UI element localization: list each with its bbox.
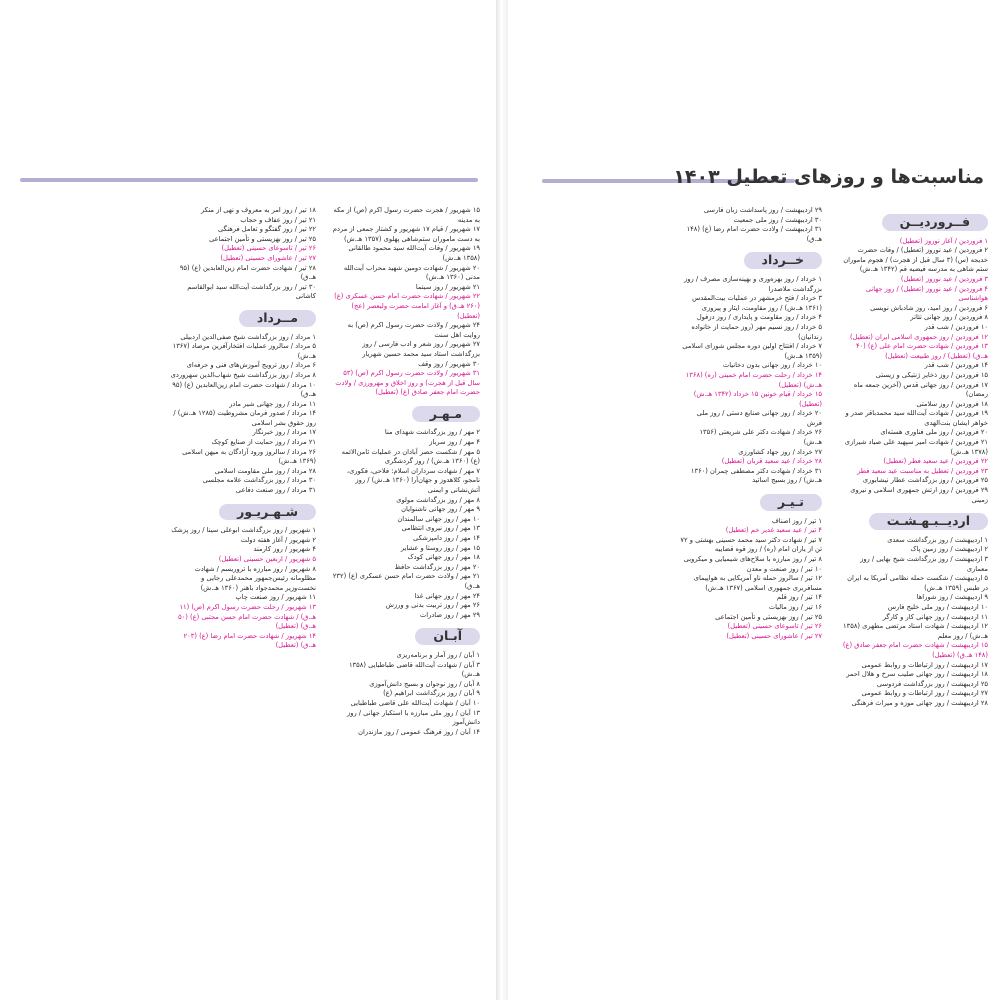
month-heading [680,252,822,269]
event-line: ۲۹ اردیبهشت / روز پاسداشت زبان فارسی [703,206,822,214]
holiday-event: ۳ فروردین / عید نوروز (تعطیل) [900,274,988,283]
holiday-event: ۱۵ اردیبهشت / شهادت حضرت امام جعفر صادق (ع) (۱۴۸ هـ.ق) (تعطیل) [842,641,988,659]
event-line: ۱۸ تیر / روز امر به معروف و نهی از منکر [200,206,316,214]
event-line: ۱۷ مرداد / روز خبرنگار [252,428,316,437]
column-3 [332,206,480,826]
event-line: ۲۰ مهر / روز بزرگداشت حافظ [394,562,480,571]
holiday-event: ۲۲ فروردین / عید سعید فطر (تعطیل) [883,457,988,466]
title-row [542,162,990,196]
event-line: ۲۶ مهر / روز تربیت بدنی و ورزش [385,601,480,610]
column-2 [680,206,822,856]
page-title: مناسبت‌ها و روزهای تعطیل ۱۴۰۳ [673,166,984,188]
event-line: ۷ تیر / شهادت دکتر سید محمد حسینی بهشتی و ۷۲ تن از یاران امام (ره) / روز قوه قضاییه [680,535,822,554]
event-line: ۱۴ تیر / روز قلم [776,593,822,602]
page-fold [496,0,508,1000]
event-line: ۱۰ فروردین / شب قدر [924,322,988,331]
holiday-event: ۵ شهریور / اربعین حسینی (تعطیل) [218,555,316,563]
event-line: ۲۸ مرداد / روز ملی مقاومت اسلامی [214,466,316,475]
month-label: مــرداد [239,310,316,327]
event-line: ۳۱ اردیبهشت / ولادت حضرت امام رضا (ع) (۱۴۸ هـ.ق) [686,225,822,243]
event-line: ۱۷ اردیبهشت / روز ارتباطات و روابط عمومی [861,660,988,669]
event-line: ۱ مرداد / روز بزرگداشت شیخ صفی‌الدین اردبیلی [180,332,316,341]
month-label: مـهـر [412,406,480,423]
holiday-event: ۴ تیر / عید سعید غدیر خم (تعطیل) [725,526,822,535]
holiday-event: ۲۶ تیر / تاسوعای حسینی (تعطیل) [221,244,316,253]
event-line: ۲۰ فروردین / روز ملی فناوری هسته‌ای [880,428,988,437]
holiday-event: ۳۱ شهریور / ولادت حضرت رسول اکرم (ص) (۵۳ سال قبل از هجرت) و روز اخلاق و مهرورزی / ولادت حضرت امام جعفر صادق (ع) (تعطیل) [335,369,480,397]
event-line: ۲۷ خرداد / روز جهاد کشاورزی [738,447,822,456]
event-line: ۲۶ مرداد / سالروز ورود آزادگان به میهن اسلامی (۱۳۶۹ هـ.ش) [182,447,316,466]
event-line: ۲۶ خرداد / شهادت دکتر علی شریعتی (۱۳۵۶ هـ.ش) [699,428,822,447]
event-line: ۱۲ اردیبهشت / شهادت استاد مرتضی مطهری (۱۳۵۸ هـ.ش) / روز معلم [843,622,988,640]
event-line: ۲۸ اردیبهشت / روز جهانی موزه و میراث فرهنگی [851,698,988,707]
event-line: ۲۵ اردیبهشت / روز بزرگداشت فردوسی [876,679,988,688]
event-line: ۱۴ مهر / روز دامپزشکی [413,534,480,542]
event-line: ۲۱ شهریور / روز سینما [415,282,480,291]
event-line: ۱۵ مهر / روز روستا و عشایر [400,543,480,552]
holiday-event: ۱۳ فروردین / شهادت حضرت امام علی (ع) (۴۰ هـ.ق) (تعطیل) / روز طبیعت (تعطیل) [855,342,988,360]
month-heading [840,214,988,231]
event-line: ۱۳ مهر / روز نیروی انتظامی [401,524,480,533]
holiday-event: ۲۶ تیر / تاسوعای حسینی (تعطیل) [727,622,822,631]
event-line: ۲۸ تیر / شهادت حضرت امام زین‌العابدین (ع) (۹۵ هـ.ق) [179,263,316,282]
event-line: ۹ آبان / روز بزرگداشت ابراهیم (ع) [383,689,480,698]
event-line: ۱۵ فروردین / روز ذخایر ژنتیکی و زیستی [875,370,988,379]
month-heading [840,513,988,530]
holiday-event: ۱ فروردین / آغاز نوروز (تعطیل) [899,236,988,245]
event-line: ۳۰ تیر / روز بزرگداشت آیت‌الله سید ابوالقاسم کاشانی [187,282,316,301]
event-line: ۳ آبان / شهادت آیت‌الله قاضی طباطبایی (۱۳۵۸ هـ.ش) [348,660,480,679]
column-1 [840,206,988,906]
event-line: ۵ مرداد / سالروز عملیات افتخارآفرین مرصاد (۱۳۶۷ هـ.ش) [172,342,316,360]
event-line: ۸ مهر / روز بزرگداشت مولوی [396,495,480,504]
event-line: ۱ اردیبهشت / روز بزرگداشت سعدی [887,535,988,544]
event-line: ۱۸ مهر / روز جهانی کودک [407,553,480,562]
right-page [508,0,1000,1000]
event-line: ۱۰ تیر / روز صنعت و معدن [746,564,822,573]
month-label: خــرداد [744,252,822,269]
event-line: ۱۰ آبان / شهادت آیت‌الله علی قاضی طباطبایی [350,698,480,707]
event-line: ۴ مهر / روز سرباز [429,438,480,447]
event-line: ۱۵ شهریور / هجرت حضرت رسول اکرم (ص) از مکه به مدینه [333,206,480,224]
event-line: ۱۰ مرداد / شهادت حضرت امام زین‌العابدین (ع) (۹۵ هـ.ق) [172,380,316,399]
header-underline [20,178,478,182]
event-line: ۲۵ فروردین / روز بزرگداشت عطار نیشابوری [862,476,988,485]
event-line: ۳۰ مرداد / روز بزرگداشت علامه مجلسی [202,476,316,485]
event-line: ۳۰ اردیبهشت / روز ملی جمعیت [733,215,822,224]
event-line: ۳ اردیبهشت / روز بزرگداشت شیخ بهایی / روز معماری [860,555,988,573]
event-line: ۱۹ شهریور / وفات آیت‌الله سید محمود طالقانی (۱۳۵۸ هـ.ش) [348,244,480,262]
event-line: ۱۰ اردیبهشت / روز ملی خلیج فارس [887,602,988,611]
month-heading [170,310,316,327]
event-line: ۳۱ خرداد / شهادت دکتر مصطفی چمران (۱۳۶۰ هـ.ش) / روز بسیج اساتید [690,466,822,485]
event-line: ۱۱ اردیبهشت / روز جهانی کار و کارگر [882,612,988,621]
event-line: ۱۱ مرداد / روز جهانی شیر مادر [229,399,316,408]
holiday-event: ۱۳ شهریور / رحلت حضرت رسول اکرم (ص) (۱۱ هـ.ق) / شهادت حضرت امام حسن مجتبی (ع) (۵۰ هـ.ق) (تعطیل) [178,602,316,631]
month-heading [332,406,480,423]
event-line: ۵ خرداد / روز نسیم مهر (روز حمایت از خانواده زندانیان) [691,322,822,341]
event-line: ۹ مهر / روز جهانی ناشنوایان [401,505,480,514]
holiday-event: ۴ فروردین / عید نوروز (تعطیل) / روز جهانی هواشناسی [865,284,988,303]
event-line: ۱۰ مهر / روز جهانی سالمندان [397,514,480,523]
event-line: ۲۲ تیر / روز گفتگو و تعامل فرهنگی [217,225,316,234]
event-line: ۱۳ آبان / روز ملی مبارزه با استکبار جهانی / روز دانش‌آموز [346,708,480,727]
event-line: ۲۴ شهریور / ولادت حضرت رسول اکرم (ص) به روایت اهل سنت [347,321,480,339]
event-line: ۱ آبان / روز آمار و برنامه‌ریزی [396,650,480,659]
event-line: ۲۷ اردیبهشت / روز ارتباطات و روابط عمومی [861,689,988,698]
event-line: ۱۴ مرداد / صدور فرمان مشروطیت (۱۲۸۵ هـ.ش) / روز حقوق بشر اسلامی [173,409,316,427]
event-line: ۵ اردیبهشت / شکست حمله نظامی آمریکا به ایران در طبس (۱۳۵۹ هـ.ش) [847,574,988,592]
month-heading [170,504,316,521]
month-label: فــروردیــن [882,214,988,231]
event-line: ۱۰ خرداد / روز جهانی بدون دخانیات [722,361,822,370]
month-heading [680,494,822,511]
event-line: ۱۸ اردیبهشت / روز جهانی صلیب سرخ و هلال احمر [846,670,988,679]
column-4 [170,206,316,826]
event-line: ۱۷ فروردین / روز جهانی قدس (آخرین جمعه ماه رمضان) [853,380,988,399]
month-heading [332,628,480,645]
holiday-event: ۱۴ شهریور / شهادت حضرت امام رضا (ع) (۲۰۳ هـ.ق) (تعطیل) [183,631,316,650]
event-line: ۲۱ فروردین / شهادت امیر سپهبد علی صیاد شیرازی (۱۳۷۸ هـ.ش) [844,438,988,456]
holiday-event: ۲۳ فروردین / تعطیل به مناسبت عید سعید فطر [857,466,988,475]
event-line: ۶ فروردین / روز امید، روز شادباش نویسی [870,303,988,312]
event-line: ۲۹ فروردین / روز ارتش جمهوری اسلامی و نیروی زمینی [850,486,988,504]
holiday-event: ۲۸ خرداد / عید سعید قربان (تعطیل) [721,457,822,466]
month-label: آبـان [415,628,480,645]
event-line: ۱۴ آبان / روز فرهنگ عمومی / روز مازندران [358,727,480,736]
event-line: ۲۱ مرداد / روز حمایت از صنایع کوچک [211,438,316,447]
event-line: ۲ اردیبهشت / روز زمین پاک [910,545,988,554]
event-line: ۳۰ شهریور / روز وقف [418,359,480,368]
event-line: ۲۵ تیر / روز بهزیستی و تأمین اجتماعی [209,234,316,243]
event-line: ۱۷ شهریور / قیام ۱۷ شهریور و کشتار جمعی از مردم به دست ماموران ستم‌شاهی پهلوی (۱۳۵۷ هـ.ش) [332,225,480,243]
event-line: ۷ خرداد / افتتاح اولین دوره مجلس شورای اسلامی (۱۳۵۹ هـ.ش) [682,342,822,360]
event-line: ۱ شهریور / روز بزرگداشت ابوعلی سینا / روز پزشک [171,526,316,535]
event-line: ۲ فروردین / عید نوروز (تعطیل) / وفات حضرت خدیجه (س) (۳ سال قبل از هجرت) / هجوم ماموران ستم شاهی به مدرسه فیضیه قم (۱۳۴۲ هـ.ش) [843,246,988,274]
event-line: ۱ تیر / روز اصناف [771,516,822,525]
event-line: ۲ مهر / روز بزرگداشت شهدای منا [384,428,480,437]
event-line: ۳ خرداد / فتح خرمشهر در عملیات بیت‌المقدس (۱۳۶۱ هـ.ش) / روز مقاومت، ایثار و پیروزی [692,294,822,312]
event-line: ۱۱ شهریور / روز صنعت چاپ [235,593,316,602]
event-line: ۳۱ مرداد / روز صنعت دفاعی [235,486,316,495]
event-line: ۵ مهر / شکست حصر آبادان در عملیات ثامن‌الائمه (ع) (۱۳۶۰ هـ.ش) / روز گردشگری [341,447,480,466]
month-label: تـیـر [760,494,822,511]
event-line: ۱۹ فروردین / شهادت آیت‌الله سید محمدباقر صدر و خواهر ایشان بنت‌الهدی [845,409,988,427]
event-line: ۷ مهر / شهادت سرداران اسلام: فلاحی، فکوری، نامجو، کلاهدوز و جهان‌آرا (۱۳۶۰ هـ.ش) / روز آتش‌نشانی و ایمنی [346,466,480,495]
event-line: ۱۴ فروردین / شب قدر [924,361,988,370]
event-line: ۲۱ مهر / ولادت حضرت امام حسن عسکری (ع) (۲۳۲ هـ.ق) [332,572,480,590]
event-line: ۲۰ شهریور / شهادت دومین شهید محراب آیت‌الله مدنی (۱۳۶۰ هـ.ش) [343,263,480,282]
event-line: ۲۰ خرداد / روز جهانی صنایع دستی / روز ملی فرش [696,409,822,427]
holiday-event: ۱۲ فروردین / روز جمهوری اسلامی ایران (تعطیل) [850,332,988,341]
holiday-event: ۲۲ شهریور / شهادت حضرت امام حسن عسکری (ع) (۲۶۰ هـ.ق) و آغاز امامت حضرت ولیعصر (عج) (تعطیل) [334,292,480,320]
left-page [0,0,492,1000]
event-line: ۸ تیر / روز مبارزه با سلاح‌های شیمیایی و میکروبی [683,555,822,563]
event-line: ۸ آبان / روز نوجوان و بسیج دانش‌آموزی [369,679,480,688]
event-line: ۸ فروردین / روز جهانی تئاتر [910,313,988,322]
event-line: ۲۵ تیر / روز بهزیستی و تأمین اجتماعی [715,612,822,621]
event-line: ۲۴ مهر / روز جهانی غذا [414,591,480,600]
event-line: ۲ شهریور / آغاز هفته دولت [240,535,316,544]
month-label: شـهـریـور [219,504,316,521]
event-line: ۱ خرداد / روز بهره‌وری و بهینه‌سازی مصرف / روز بزرگداشت ملاصدرا [684,274,822,293]
event-line: ۲۷ شهریور / روز شعر و ادب فارسی / روز بزرگداشت استاد سید محمد حسین شهریار [362,340,480,358]
event-line: ۴ شهریور / روز کارمند [253,545,316,554]
holiday-event: ۲۷ تیر / عاشورای حسینی (تعطیل) [726,631,822,640]
holiday-event: ۱۴ خرداد / رحلت حضرت امام خمینی (ره) (۱۳۶۸ هـ.ش) (تعطیل) [685,370,822,389]
event-line: ۱۲ تیر / سالروز حمله ناو آمریکایی به هواپیمای مسافربری جمهوری اسلامی (۱۳۶۷ هـ.ش) [693,574,822,592]
month-label: اردیــبـهـشـت [869,513,988,530]
event-line: ۴ خرداد / روز مقاومت و پایداری / روز دزفول [696,313,822,322]
holiday-event: ۱۵ خرداد / قیام خونین ۱۵ خرداد (۱۳۴۲ هـ.ش) (تعطیل) [693,390,822,408]
event-line: ۱۶ تیر / روز مالیات [768,602,822,611]
event-line: ۸ شهریور / روز مبارزه با تروریسم / شهادت مظلومانه رئیس‌جمهور محمدعلی رجایی و نخست‌وزیر محمدجواد باهنر (۱۳۶۰ هـ.ش) [194,564,316,592]
event-line: ۲۹ مهر / روز صادرات [419,610,480,619]
event-line: ۹ اردیبهشت / روز شوراها [916,593,988,602]
event-line: ۲۱ تیر / روز عفاف و حجاب [240,215,316,224]
event-line: ۱۸ فروردین / روز سلامتی [916,399,988,408]
holiday-event: ۲۷ تیر / عاشورای حسینی (تعطیل) [220,253,316,262]
event-line: ۶ مرداد / روز ترویج آموزش‌های فنی و حرفه‌ای [186,361,316,370]
event-line: ۸ مرداد / روز بزرگداشت شیخ شهاب‌الدین سهروردی [170,370,316,379]
